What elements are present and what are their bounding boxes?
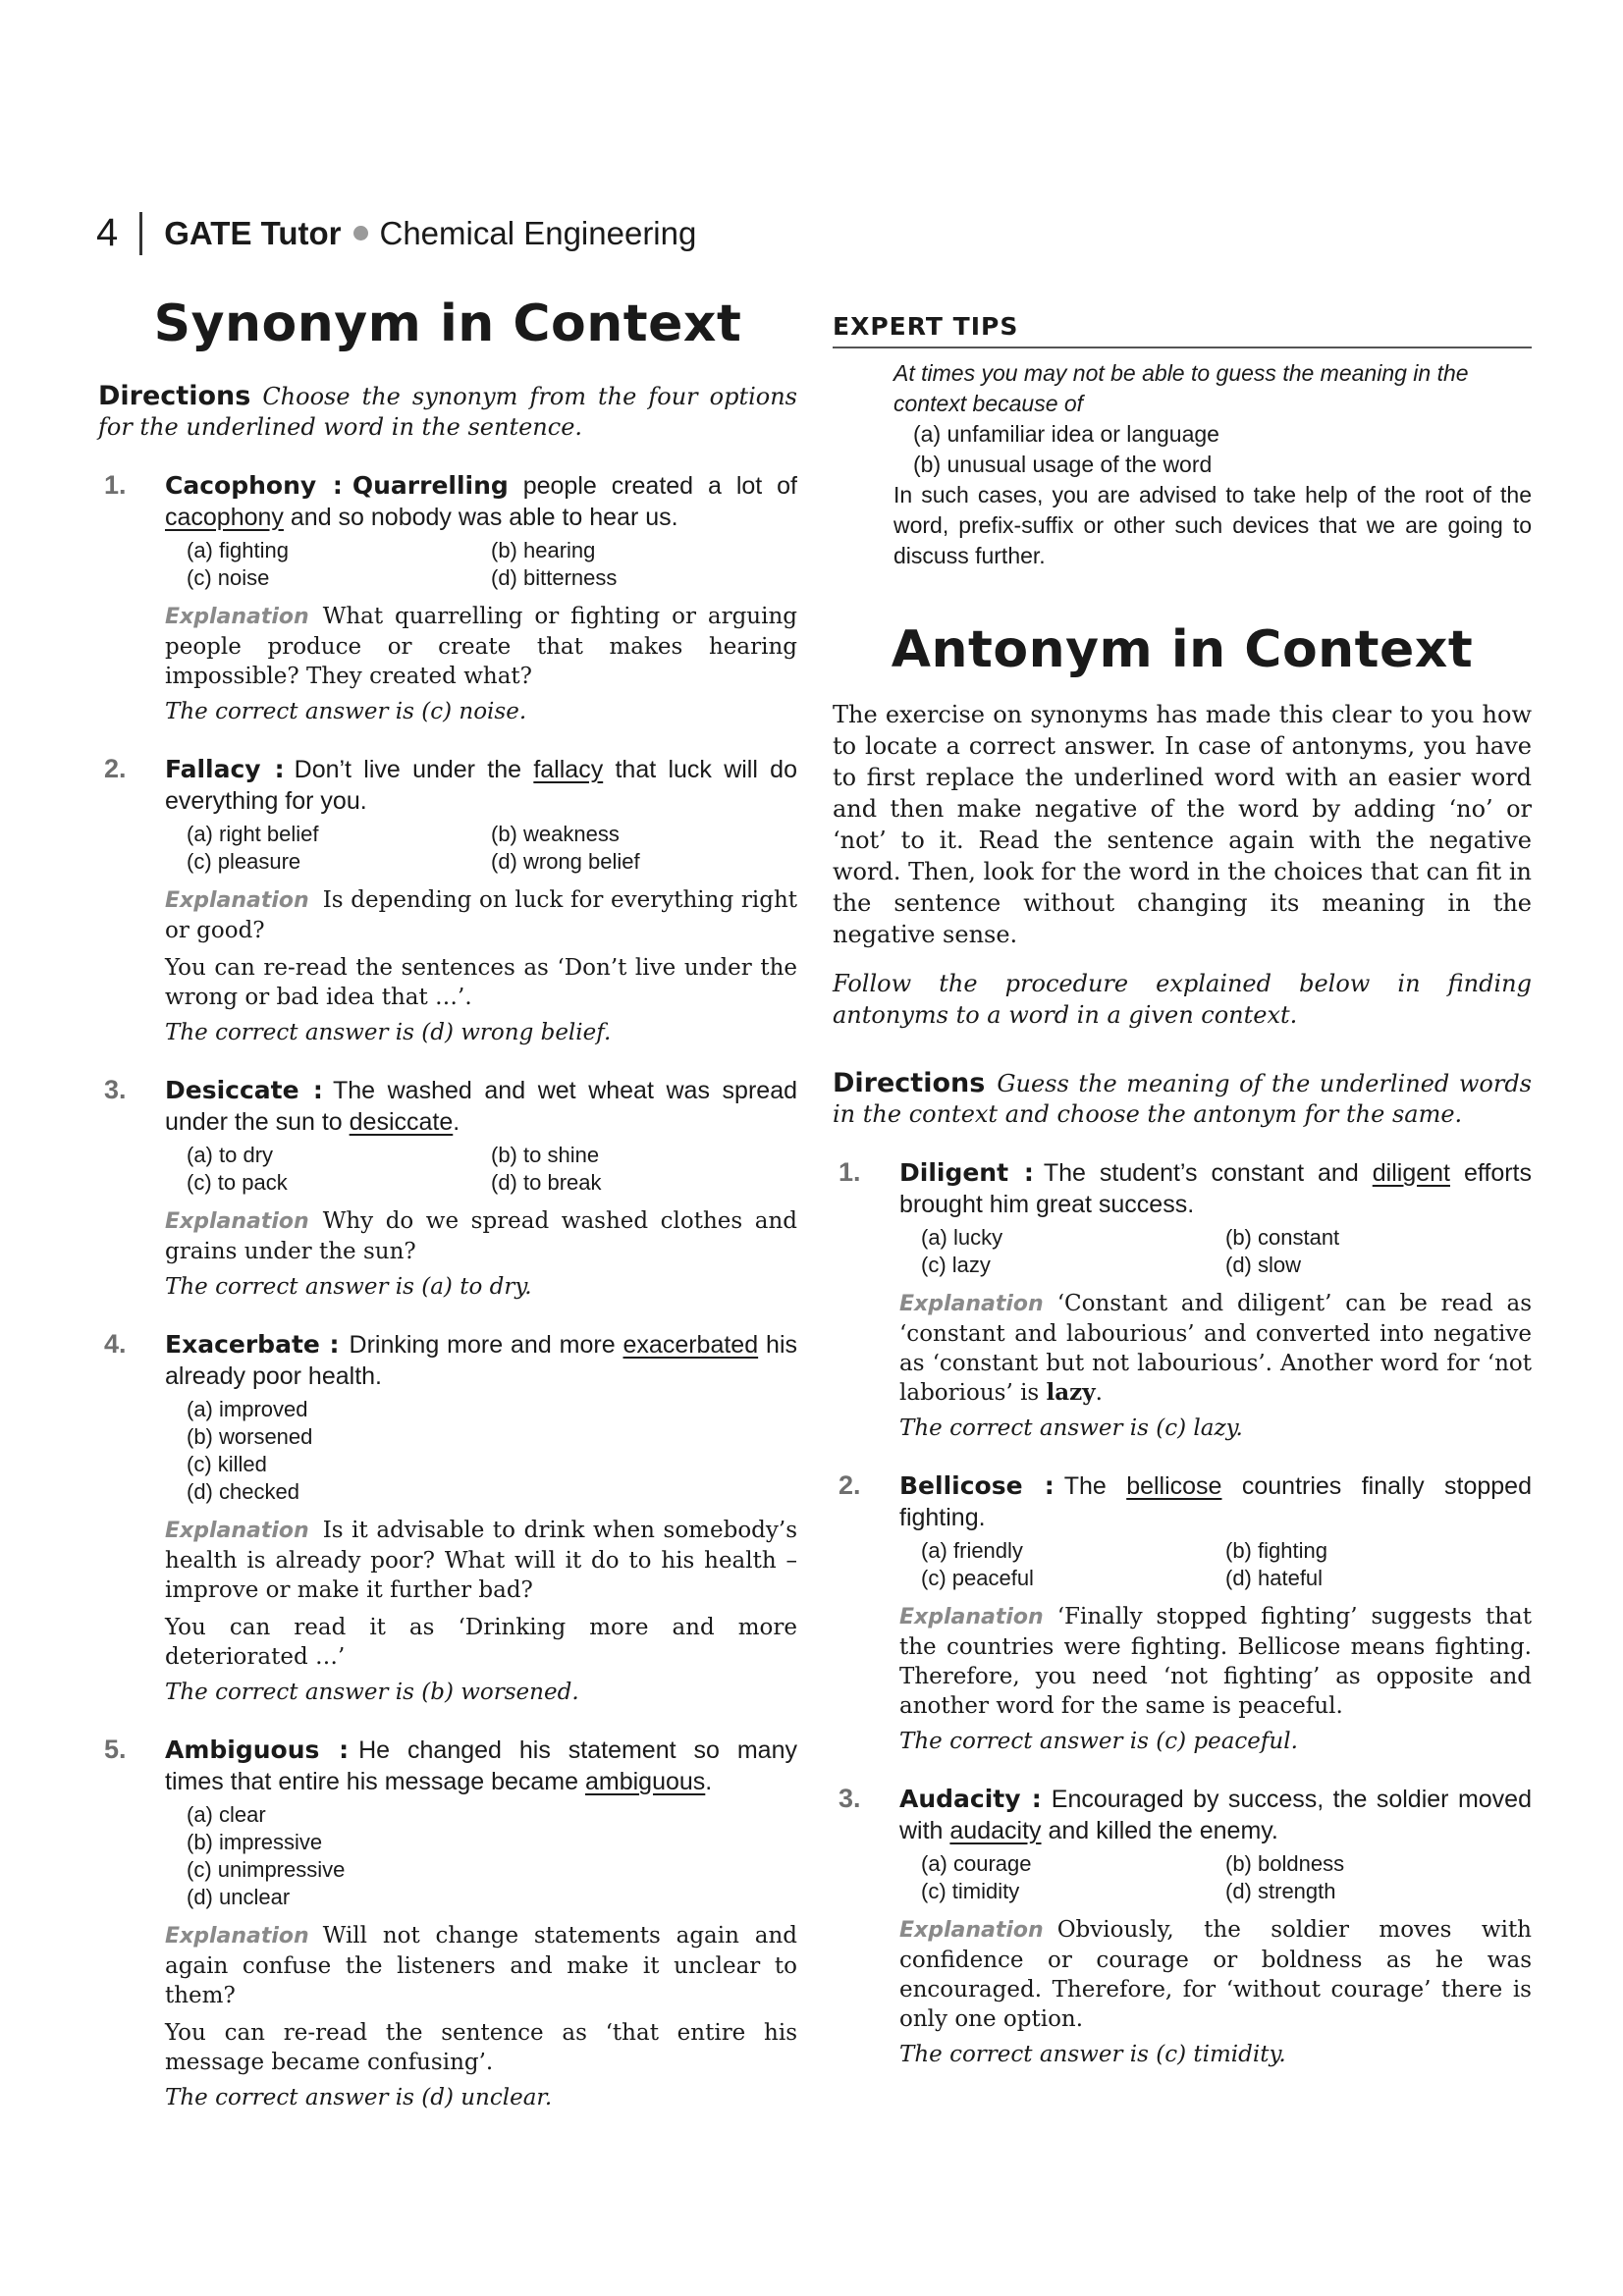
sentence-pre: The <box>1063 1472 1127 1500</box>
option: (b) constant <box>1225 1225 1340 1250</box>
running-header <box>96 211 696 255</box>
antonym-directions <box>833 1068 1532 1130</box>
option: (d) wrong belief <box>491 849 640 874</box>
question-number: 2. <box>839 1470 861 1500</box>
explanation-post: . <box>1095 1380 1103 1406</box>
correct-answer: The correct answer is (b) worsened. <box>165 1680 579 1705</box>
explanation-label: Explanation <box>165 605 309 629</box>
option: (d) unclear <box>187 1885 291 1909</box>
option: (a) clear <box>187 1802 266 1827</box>
sentence-post: and so nobody was able to hear us. <box>283 504 678 531</box>
antonym-question <box>833 1470 1532 1756</box>
explanation-text: Will not change statements again and again confuse the listeners and make it unclear to them? <box>165 1923 797 2008</box>
option: (b) fighting <box>1225 1538 1327 1563</box>
sentence-post: his already poor health. <box>165 1331 797 1390</box>
question-number: 1. <box>839 1157 861 1187</box>
synonym-question <box>98 470 797 726</box>
brand-name: GATE Tutor <box>164 214 342 251</box>
explanation-label: Explanation <box>165 888 309 913</box>
question-word: Bellicose : <box>899 1471 1055 1500</box>
option: (d) bitterness <box>491 565 618 590</box>
underlined-word: fallacy <box>533 756 604 783</box>
question-number: 5. <box>104 1735 127 1764</box>
correct-answer: The correct answer is (c) noise. <box>165 699 527 724</box>
explanation <box>899 1289 1532 1408</box>
option: (c) lazy <box>921 1253 991 1277</box>
question-number: 2. <box>104 754 127 783</box>
question-stem <box>165 1075 797 1138</box>
question-stem <box>899 1470 1532 1533</box>
explanation-label: Explanation <box>899 1605 1044 1629</box>
correct-answer: The correct answer is (c) timidity. <box>899 2042 1286 2067</box>
option: (c) peaceful <box>921 1566 1034 1590</box>
explanation-text: Why do we spread washed clothes and grains under the sun? <box>165 1208 797 1264</box>
question-word: Diligent : <box>899 1158 1034 1187</box>
explanation <box>165 885 797 945</box>
sentence-pre: He changed his statement so many times that entire his message became <box>165 1736 797 1795</box>
option: (a) friendly <box>921 1538 1023 1563</box>
explanation <box>165 1516 797 1605</box>
synonym-title: Synonym in Context <box>153 294 742 353</box>
option: (b) boldness <box>1225 1851 1345 1876</box>
underlined-word: exacerbated <box>622 1331 759 1359</box>
options-grid <box>187 1142 797 1197</box>
explanation-label: Explanation <box>165 1924 309 1949</box>
option: (b) hearing <box>491 538 596 562</box>
explanation-text: Is it advisable to drink when somebody’s health is already poor? What will it do to his health – improve or make it further bad? <box>165 1518 797 1603</box>
explanation-text: Is depending on luck for everything right or good? <box>165 887 797 943</box>
explanation-extra: You can read it as ‘Drinking more and more deteriorated …’ <box>165 1615 797 1670</box>
underlined-word: ambiguous <box>584 1768 706 1795</box>
underlined-word: bellicose <box>1126 1472 1222 1500</box>
page-number: 4 <box>96 211 119 254</box>
sentence-post: that luck will do everything for you. <box>165 756 797 815</box>
directions-label: Directions <box>833 1068 986 1098</box>
header-divider <box>139 212 142 255</box>
question-word: Fallacy : <box>165 755 285 783</box>
option: (a) fighting <box>187 538 289 562</box>
directions-label: Directions <box>98 381 251 411</box>
explanation-text: ‘Finally stopped fighting’ suggests that the countries were fighting. Bellicose means fighting. Therefore, you need ‘not fighting’ as opposite and another word for the same is peaceful. <box>899 1604 1532 1719</box>
option: (c) pleasure <box>187 849 301 874</box>
tips-item: (b) unusual usage of the word <box>913 452 1213 477</box>
explanation-text: What quarrelling or fighting or arguing people produce or create that makes hearing impossible? They created what? <box>165 604 797 689</box>
synonym-question <box>98 1075 797 1302</box>
explanation <box>899 1602 1532 1721</box>
question-stem <box>899 1157 1532 1220</box>
option: (d) strength <box>1225 1879 1336 1903</box>
sentence-post: . <box>705 1768 713 1795</box>
question-number: 3. <box>839 1784 861 1813</box>
question-number: 3. <box>104 1075 127 1104</box>
option: (a) courage <box>921 1851 1032 1876</box>
explanation <box>165 602 797 691</box>
sentence-pre: Don’t live under the <box>294 756 534 783</box>
underlined-word: cacophony <box>165 504 284 531</box>
left-column <box>98 294 797 2140</box>
sentence-pre: Drinking more and more <box>349 1331 623 1359</box>
antonym-question <box>833 1784 1532 2069</box>
bullet-dot-icon <box>353 226 368 240</box>
option: (d) slow <box>1225 1253 1302 1277</box>
tips-body: In such cases, you are advised to take help of the root of the word, prefix-suffix or other such devices that we are going to discuss further. <box>893 482 1532 568</box>
subject-name: Chemical Engineering <box>379 214 697 251</box>
explanation <box>165 1206 797 1266</box>
option: (d) checked <box>187 1479 299 1504</box>
explanation-extra: You can re-read the sentences as ‘Don’t live under the wrong or bad idea that …’. <box>165 955 797 1010</box>
options-list <box>187 1396 797 1506</box>
option: (c) killed <box>187 1452 267 1476</box>
sentence-post: . <box>453 1108 460 1136</box>
synonym-question <box>98 754 797 1047</box>
options-grid <box>187 821 797 876</box>
option: (a) improved <box>187 1397 308 1421</box>
correct-answer: The correct answer is (d) unclear. <box>165 2085 553 2110</box>
option: (c) noise <box>187 565 270 590</box>
question-stem <box>165 754 797 817</box>
sentence-pre: Encouraged by success, the soldier moved with <box>899 1786 1532 1844</box>
sentence-pre: The student’s constant and <box>1043 1159 1373 1187</box>
option: (d) hateful <box>1225 1566 1324 1590</box>
question-word: Exacerbate : <box>165 1330 340 1359</box>
expert-tips-heading: EXPERT TIPS <box>833 312 1532 348</box>
synonym-question <box>98 1735 797 2112</box>
option: (b) to shine <box>491 1143 600 1167</box>
option: (b) weakness <box>491 822 620 846</box>
underlined-word: diligent <box>1372 1159 1450 1187</box>
sentence-post: efforts brought him great success. <box>899 1159 1533 1218</box>
tips-intro: At times you may not be able to guess the meaning in the context because of <box>893 360 1469 416</box>
option: (c) to pack <box>187 1170 288 1195</box>
antonym-intro: The exercise on synonyms has made this clear to you how to locate a correct answer. In case of antonyms, you have to first replace the underlined word with an easier word and then make negative of the word by adding ‘no’ or ‘not’ to it. Read the sentence again with the negative word. Then, look for the word in the choices that can fit in the sentence without changing its meaning in the negative sense. <box>833 701 1532 948</box>
explanation-text: Obviously, the soldier moves with confidence or courage or boldness as he was encouraged. Therefore, for ‘without courage’ there is only one option. <box>899 1917 1532 2032</box>
option: (a) right belief <box>187 822 319 846</box>
question-word: Cacophony : <box>165 471 343 500</box>
explanation-bold: lazy <box>1046 1379 1096 1406</box>
sentence-pre: people created a lot of <box>508 472 797 500</box>
question-stem <box>165 470 797 533</box>
underlined-word: desiccate <box>349 1108 454 1136</box>
right-column <box>833 312 1532 2097</box>
sentence-post: and killed the enemy. <box>1041 1817 1278 1844</box>
underlined-word: audacity <box>949 1817 1042 1844</box>
correct-answer: The correct answer is (a) to dry. <box>165 1274 532 1300</box>
question-stem <box>899 1784 1532 1846</box>
options-list <box>187 1801 797 1911</box>
directions-text: Choose the synonym from the four options for the underlined word in the sentence. <box>98 383 797 441</box>
explanation-label: Explanation <box>165 1519 309 1543</box>
option: (b) impressive <box>187 1830 323 1854</box>
correct-answer: The correct answer is (d) wrong belief. <box>165 1020 612 1045</box>
options-grid <box>921 1537 1532 1592</box>
correct-answer: The correct answer is (c) lazy. <box>899 1415 1243 1441</box>
explanation-label: Explanation <box>165 1209 309 1234</box>
question-number: 1. <box>104 470 127 500</box>
option: (a) lucky <box>921 1225 1003 1250</box>
question-stem <box>165 1329 797 1392</box>
explanation-label: Explanation <box>899 1292 1044 1316</box>
antonym-follow-note: Follow the procedure explained below in finding antonyms to a word in a given context. <box>833 970 1532 1029</box>
question-word: Audacity : <box>899 1785 1042 1813</box>
explanation-label: Explanation <box>899 1918 1044 1943</box>
synonym-directions <box>98 381 797 443</box>
sentence-post: countries finally stopped fighting. <box>899 1472 1532 1531</box>
expert-tips-box <box>833 358 1532 571</box>
directions-text: Guess the meaning of the underlined words in the context and choose the antonym for the same. <box>833 1070 1532 1128</box>
correct-answer: The correct answer is (c) peaceful. <box>899 1729 1298 1754</box>
option: (c) unimpressive <box>187 1857 346 1882</box>
question-stem <box>165 1735 797 1797</box>
question-lead-bold: Quarrelling <box>352 471 509 500</box>
options-grid <box>921 1850 1532 1905</box>
question-word: Desiccate : <box>165 1076 323 1104</box>
explanation-extra: You can re-read the sentence as ‘that entire his message became confusing’. <box>165 2020 797 2075</box>
explanation <box>165 1921 797 2010</box>
question-number: 4. <box>104 1329 127 1359</box>
sentence-pre: The washed and wet wheat was spread under the sun to <box>165 1077 797 1136</box>
synonym-question <box>98 1329 797 1707</box>
explanation <box>899 1915 1532 2034</box>
options-grid <box>921 1224 1532 1279</box>
option: (b) worsened <box>187 1424 313 1449</box>
option: (c) timidity <box>921 1879 1020 1903</box>
option: (a) to dry <box>187 1143 274 1167</box>
option: (d) to break <box>491 1170 602 1195</box>
antonym-title: Antonym in Context <box>891 620 1474 679</box>
options-grid <box>187 537 797 592</box>
question-word: Ambiguous : <box>165 1735 350 1764</box>
antonym-question <box>833 1157 1532 1443</box>
explanation-text: ‘Constant and diligent’ can be read as ‘constant and labourious’ and converted into negative as ‘constant but not labourious’. Another word for ‘not laborious’ is <box>899 1291 1532 1406</box>
tips-item: (a) unfamiliar idea or language <box>913 421 1219 447</box>
